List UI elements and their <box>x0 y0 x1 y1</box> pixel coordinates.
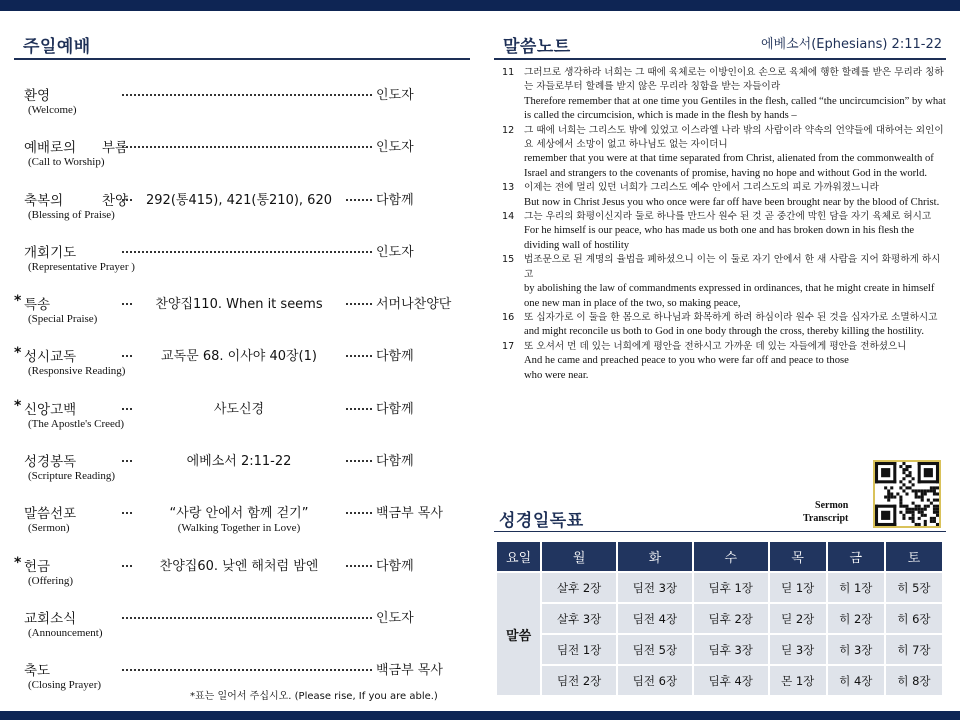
verse-korean: 이제는 전에 멀리 있던 너희가 그리스도 예수 안에서 그리스도의 피로 가까워졌느니라 <box>524 182 879 194</box>
program-row <box>14 237 460 289</box>
table-row <box>497 573 942 602</box>
verse-number: 12 <box>502 124 515 136</box>
reading-cell: 딛 3장 <box>770 635 826 664</box>
program-item-english: (Responsive Reading) <box>28 365 126 378</box>
dot-leader <box>122 669 372 671</box>
verse-english: Therefore remember that at one time you Gentiles in the flesh, called “the uncircumcision” by what is called the circumcision, which is made in the flesh by hands – <box>524 95 946 122</box>
program-row <box>14 498 460 550</box>
table-row <box>497 666 942 695</box>
dot-leader <box>122 146 372 148</box>
program-item-detail <box>134 189 344 208</box>
program-item-english: (Announcement) <box>28 626 103 639</box>
notes-title: 말씀노트 <box>503 37 571 57</box>
reading-cell: 살후 2장 <box>542 573 616 602</box>
reading-cell: 딤전 6장 <box>618 666 692 695</box>
program-item-detail-text: 에베소서 2:11-22 <box>182 454 297 469</box>
program-row <box>14 394 460 446</box>
program-item-detail <box>134 555 344 574</box>
program-item-detail-text: 교독문 68. 이사야 40장(1) <box>156 349 322 364</box>
reading-cell: 히 8장 <box>886 666 942 695</box>
reading-cell: 딤전 1장 <box>542 635 616 664</box>
program-item-english: (The Apostle's Creed) <box>28 417 125 430</box>
reading-cell: 히 1장 <box>828 573 884 602</box>
program-item-title: 축도 <box>24 663 51 680</box>
reading-cell: 히 7장 <box>886 635 942 664</box>
program-item-detail <box>134 293 344 312</box>
reading-header-cell: 화 <box>618 542 692 571</box>
stand-marker: * <box>14 397 22 414</box>
program-item-title: 성경봉독 <box>24 454 77 471</box>
program-row <box>14 185 460 237</box>
program-item-english: (Representative Prayer ) <box>28 260 135 273</box>
program-item-detail-text: 찬양집110. When it seems <box>150 297 327 312</box>
verse <box>498 124 946 182</box>
program-item-title: 개회기도 <box>24 244 77 261</box>
worship-title: 주일예배 <box>23 37 91 57</box>
reading-cell: 딤후 1장 <box>694 573 768 602</box>
reading-header-cell: 월 <box>542 542 616 571</box>
reading-cell: 딤후 2장 <box>694 604 768 633</box>
reading-cell: 몬 1장 <box>770 666 826 695</box>
verse-korean: 그 때에 너희는 그리스도 밖에 있었고 이스라엘 나라 밖의 사람이라 약속의 언약들에 대하여는 외인이요 세상에서 소망이 없고 하나님도 없는 자이더니 <box>524 124 944 151</box>
verse-number: 17 <box>502 340 515 352</box>
program-item-detail-text: “사랑 안에서 함께 걷기” <box>165 506 314 521</box>
reading-cell: 히 4장 <box>828 666 884 695</box>
program-item-leader: 다함께 <box>376 398 456 417</box>
table-row <box>497 635 942 664</box>
verse-number: 16 <box>502 311 515 323</box>
verse <box>498 311 946 340</box>
verse-english: and might reconcile us both to God in one body through the cross, thereby killing the hostility. <box>524 326 925 338</box>
reading-title: 성경일독표 <box>499 511 584 531</box>
verse-korean: 그는 우리의 화평이신지라 둘로 하나를 만드사 원수 된 것 곧 중간에 막힌 담을 자기 육체로 허시고 <box>524 211 932 223</box>
reading-header-cell: 토 <box>886 542 942 571</box>
verse-english: For he himself is our peace, who has made us both one and has broken down in his flesh the dividing wall of hostility <box>524 225 915 251</box>
sermon-transcript-label <box>803 499 848 525</box>
verse-korean: 또 오셔서 먼 데 있는 너희에게 평안을 전하시고 가까운 데 있는 자들에게 평안을 전하셨으니 <box>524 340 907 352</box>
program-item-detail-english: (Walking Together in Love) <box>177 522 301 535</box>
program-row <box>14 603 460 655</box>
reading-cell: 살후 3장 <box>542 604 616 633</box>
program-item-title: 예배로의 부름 <box>24 140 128 157</box>
program-item-leader: 백금부 목사 <box>376 659 443 678</box>
reading-cell: 딤전 3장 <box>618 573 692 602</box>
program-item-english: (Special Praise) <box>28 313 98 326</box>
program-item-english: (Blessing of Praise) <box>28 208 115 221</box>
reading-cell: 딤전 4장 <box>618 604 692 633</box>
program-item-title: 교회소식 <box>24 610 77 627</box>
reading-row-label: 말씀 <box>497 573 540 695</box>
verse-korean: 또 십자가로 이 둘을 한 몸으로 하나님과 화목하게 하려 하심이라 원수 된 것을 십자가로 소멸하시고 <box>524 311 938 323</box>
program-item-detail-text: 사도신경 <box>209 402 269 417</box>
reading-cell: 딤후 4장 <box>694 666 768 695</box>
verse-number: 14 <box>502 211 515 223</box>
dot-leader <box>122 251 372 253</box>
sermon-label-line1: Sermon <box>815 500 849 511</box>
dot-leader <box>122 617 372 619</box>
verse <box>498 340 946 383</box>
verse-number: 15 <box>502 254 515 266</box>
scripture-notes <box>498 66 946 383</box>
program-item-title: 신앙고백 <box>24 401 77 418</box>
program-item-leader: 서머나찬양단 <box>376 293 451 312</box>
program-item-detail <box>134 450 344 469</box>
program-row <box>14 341 460 393</box>
verse-korean: 그러므로 생각하라 너희는 그 때에 육체로는 이방인이요 손으로 육체에 행한 할례를 받은 무리라 칭하는 자들로부터 할례를 받지 않은 무리라 칭함을 받는 자들이라 <box>524 67 944 93</box>
worship-program <box>14 80 460 708</box>
verse-english: by abolishing the law of commandments expressed in ordinances, that he might create in himself one new man in place of the two, so making peace, <box>524 283 935 309</box>
reading-cell: 히 5장 <box>886 573 942 602</box>
scripture-reference: 에베소서(Ephesians) 2:11-22 <box>760 37 942 52</box>
verse-number: 11 <box>502 67 515 78</box>
program-row <box>14 132 460 184</box>
reading-table-header <box>497 542 942 571</box>
program-item-title: 헌금 <box>24 558 51 575</box>
verse-korean: 법조문으로 된 계명의 율법을 폐하셨으니 이는 이 둘로 자기 안에서 한 새 사람을 지어 화평하게 하시고 <box>524 254 941 280</box>
reading-header-cell: 금 <box>828 542 884 571</box>
stand-marker: * <box>14 293 22 310</box>
reading-cell: 딛 1장 <box>770 573 826 602</box>
program-item-title: 성시교독 <box>24 349 77 366</box>
program-item-leader: 다함께 <box>376 345 456 364</box>
verse-number: 13 <box>502 182 515 194</box>
program-item-detail <box>134 345 344 364</box>
program-item-detail <box>134 502 344 521</box>
program-item-english: (Sermon) <box>28 522 70 535</box>
program-item-leader: 인도자 <box>376 84 456 103</box>
program-item-leader: 다함께 <box>376 450 456 469</box>
worship-title-underline <box>14 58 470 60</box>
verse <box>498 210 946 253</box>
program-item-detail-text: 찬양집60. 낮엔 해처럼 밤엔 <box>155 559 324 574</box>
reading-cell: 히 2장 <box>828 604 884 633</box>
program-row <box>14 289 460 341</box>
reading-cell: 딤전 2장 <box>542 666 616 695</box>
standing-footnote: *표는 일어서 주십시오. (Please rise, If you are able.) <box>190 691 438 702</box>
table-row <box>497 604 942 633</box>
program-item-detail <box>134 398 344 417</box>
program-item-title: 환영 <box>24 88 51 104</box>
reading-cell: 딤전 5장 <box>618 635 692 664</box>
reading-cell: 딛 2장 <box>770 604 826 633</box>
program-item-leader: 백금부 목사 <box>376 502 443 521</box>
program-item-leader: 인도자 <box>376 607 456 626</box>
program-item-title: 축복의 찬양 <box>24 192 128 209</box>
stand-marker: * <box>14 554 22 571</box>
program-item-title: 말씀선포 <box>24 506 77 523</box>
program-item-leader: 다함께 <box>376 555 456 574</box>
program-item-leader: 다함께 <box>376 189 456 208</box>
qr-code-graphic <box>875 462 939 526</box>
reading-cell: 히 6장 <box>886 604 942 633</box>
notes-title-underline <box>494 58 946 60</box>
verse-english: But now in Christ Jesus you who once were far off have been brought near by the blood of Christ. <box>524 196 940 208</box>
program-item-english: (Welcome) <box>28 104 77 116</box>
verse <box>498 181 946 210</box>
program-item-english: (Scripture Reading) <box>28 470 116 483</box>
bottom-bar <box>0 711 960 720</box>
reading-cell: 딤후 3장 <box>694 635 768 664</box>
program-item-detail-text: 292(통415), 421(통210), 620 <box>141 193 337 208</box>
reading-header-cell: 요일 <box>497 542 540 571</box>
qr-code-icon[interactable] <box>873 460 941 528</box>
reading-table <box>495 540 944 697</box>
reading-header-cell: 목 <box>770 542 826 571</box>
reading-cell: 히 3장 <box>828 635 884 664</box>
program-item-leader: 인도자 <box>376 241 456 260</box>
program-item-title: 특송 <box>24 297 51 314</box>
reading-title-underline <box>494 531 946 532</box>
stand-marker: * <box>14 345 22 362</box>
program-item-english: (Closing Prayer) <box>28 679 102 692</box>
dot-leader <box>122 94 372 96</box>
program-row <box>14 446 460 498</box>
program-row <box>14 551 460 603</box>
verse <box>498 66 946 124</box>
verse <box>498 253 946 311</box>
reading-header-cell: 수 <box>694 542 768 571</box>
top-bar <box>0 0 960 11</box>
program-row <box>14 80 460 132</box>
program-item-leader: 인도자 <box>376 136 456 155</box>
verse-english: remember that you were at that time separated from Christ, alienated from the commonwealth of Israel and strangers to the covenants of promise, having no hope and without God in the world. <box>524 153 934 179</box>
verse-english: And he came and preached peace to you who were far off and peace to those who were near. <box>524 355 849 381</box>
program-item-english: (Call to Worship) <box>28 156 105 169</box>
sermon-label-line2: Transcript <box>803 513 849 524</box>
program-item-english: (Offering) <box>28 574 73 587</box>
